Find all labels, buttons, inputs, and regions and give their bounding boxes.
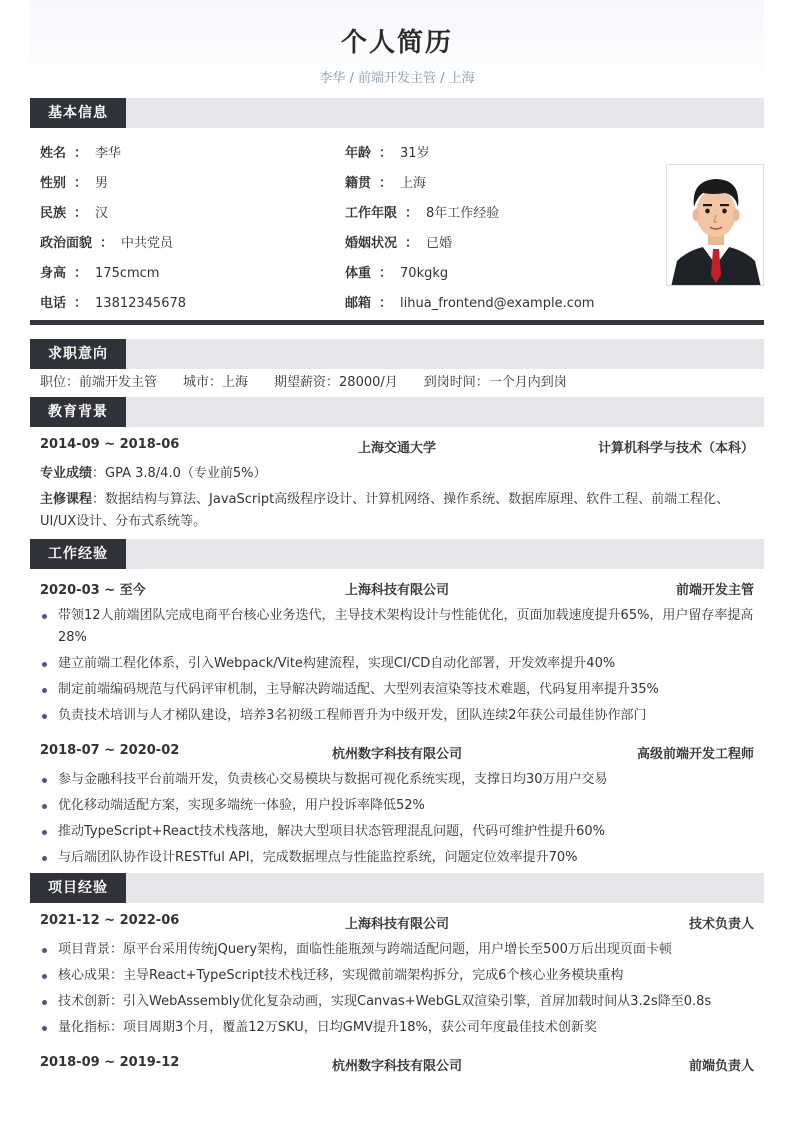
- list-item: [40, 705, 754, 727]
- project-company: 上海科技有限公司: [344, 917, 449, 932]
- bullet-text: 负责技术培训与人才梯队建设，培养3名初级工程师晋升为中级开发，团队连续2年获公司最佳协作部门: [58, 708, 647, 723]
- height-value: 175cmcm: [95, 266, 160, 281]
- education-period: 2014-09 ~ 2018-06: [40, 437, 180, 452]
- ethnic-label: 民族: [40, 206, 67, 221]
- list-item: [40, 821, 754, 843]
- score-value: ：GPA 3.8/4.0（专业前5%）: [92, 466, 267, 481]
- bullet-dot: [42, 830, 47, 835]
- list-item: [40, 769, 754, 791]
- education-school: 上海交通大学: [357, 441, 436, 456]
- courses-value: ：数据结构与算法、JavaScript高级程序设计、计算机网络、操作系统、数据库原理、软件工程、前端工程化、UI/UX设计、分布式系统等。: [40, 492, 730, 529]
- courses-label: 主修课程: [40, 492, 93, 507]
- years-field: [345, 202, 499, 221]
- bullet-dot: [42, 804, 47, 809]
- origin-value: 上海: [400, 176, 427, 191]
- name-label: 姓名: [40, 146, 67, 161]
- political-label: 政治面貌: [40, 236, 93, 251]
- colon: ：: [74, 176, 88, 191]
- age-field: [345, 142, 430, 161]
- section-title-work: 工作经验: [30, 539, 126, 569]
- project-head-1: [30, 913, 764, 935]
- list-item: [40, 605, 754, 649]
- bullet-text: 技术创新：引入WebAssembly优化复杂动画，实现Canvas+WebGL双渲染引擎，首屏加载时间从3.2s降至0.8s: [58, 994, 712, 1009]
- section-project: [30, 873, 764, 903]
- political-value: 中共党员: [121, 236, 174, 251]
- project-role: 前端负责人: [688, 1059, 754, 1074]
- colon: ：: [379, 176, 393, 191]
- weight-value: 70kgkg: [400, 266, 449, 281]
- name-value: 李华: [95, 146, 122, 161]
- colon: ：: [405, 236, 419, 251]
- project-role: 技术负责人: [688, 917, 754, 932]
- bullet-text: 参与金融科技平台前端开发，负责核心交易模块与数据可视化系统实现，支撑日均30万用户交易: [58, 772, 608, 787]
- basic-row-4: [40, 232, 654, 252]
- list-item: [40, 1017, 754, 1039]
- section-title-project: 项目经验: [30, 873, 126, 903]
- education-courses: [30, 489, 764, 533]
- intent-position: 职位：前端开发主管: [40, 375, 158, 390]
- work-bullets-1: [30, 605, 764, 727]
- colon: ：: [74, 146, 88, 161]
- bullet-dot: [42, 614, 47, 619]
- work-head-1: [30, 579, 764, 601]
- colon: ：: [74, 266, 88, 281]
- bullet-dot: [42, 1000, 47, 1005]
- basic-row-3: [40, 202, 654, 222]
- colon: ：: [379, 146, 393, 161]
- work-period: 2018-07 ~ 2020-02: [40, 743, 180, 758]
- basic-row-6: [40, 292, 654, 312]
- section-title-education: 教育背景: [30, 397, 126, 427]
- gender-field: [40, 172, 108, 191]
- intent-available: 到岗时间：一个月内到岗: [423, 375, 567, 390]
- gender-value: 男: [95, 176, 109, 191]
- work-role: 高级前端开发工程师: [636, 747, 754, 762]
- weight-field: [345, 262, 448, 281]
- list-item: [40, 795, 754, 817]
- bullet-text: 优化移动端适配方案，实现多端统一体验，用户投诉率降低52%: [58, 798, 425, 813]
- bullet-dot: [42, 1026, 47, 1031]
- basic-row-2: [40, 172, 654, 192]
- section-title-intent: 求职意向: [30, 339, 126, 369]
- section-basic-info: [30, 98, 764, 128]
- avatar-illustration: [667, 165, 764, 286]
- bullet-text: 项目背景：原平台采用传统jQuery架构，面临性能瓶颈与跨端适配问题，用户增长至500万后出现页面卡顿: [58, 942, 672, 957]
- bullet-dot: [42, 948, 47, 953]
- email-field: [345, 292, 594, 311]
- project-company: 杭州数字科技有限公司: [331, 1059, 462, 1074]
- origin-label: 籍贯: [345, 176, 372, 191]
- marital-field: [345, 232, 452, 251]
- work-role: 前端开发主管: [675, 583, 754, 598]
- marital-label: 婚姻状况: [345, 236, 398, 251]
- work-head-2: [30, 743, 764, 765]
- colon: ：: [379, 266, 393, 281]
- bullet-text: 与后端团队协作设计RESTful API，完成数据埋点与性能监控系统，问题定位效率提升70%: [58, 850, 578, 865]
- divider: [30, 320, 764, 325]
- ethnic-field: [40, 202, 108, 221]
- years-label: 工作年限: [345, 206, 398, 221]
- work-bullets-2: [30, 769, 764, 869]
- email-value: lihua_frontend@example.com: [400, 296, 595, 311]
- list-item: [40, 847, 754, 869]
- phone-label: 电话: [40, 296, 67, 311]
- colon: ：: [379, 296, 393, 311]
- age-value: 31岁: [400, 146, 430, 161]
- intent-city: 城市：上海: [183, 375, 249, 390]
- political-field: [40, 232, 173, 251]
- education-major: 计算机科学与技术（本科）: [597, 441, 754, 456]
- age-label: 年龄: [345, 146, 372, 161]
- bullet-text: 核心成果：主导React+TypeScript技术栈迁移，实现微前端架构拆分，完成6个核心业务模块重构: [58, 968, 624, 983]
- score-label: 专业成绩: [40, 466, 93, 481]
- colon: ：: [74, 206, 88, 221]
- avatar: [666, 164, 764, 286]
- origin-field: [345, 172, 426, 191]
- list-item: [40, 679, 754, 701]
- bullet-text: 制定前端编码规范与代码评审机制，主导解决跨端适配、大型列表渲染等技术难题，代码复用率提升35%: [58, 682, 659, 697]
- bullet-text: 建立前端工程化体系，引入Webpack/Vite构建流程，实现CI/CD自动化部署，开发效率提升40%: [58, 656, 616, 671]
- phone-field: [40, 292, 186, 311]
- bullet-dot: [42, 856, 47, 861]
- basic-row-5: [40, 262, 654, 282]
- colon: ：: [100, 236, 114, 251]
- colon: ：: [74, 296, 88, 311]
- bullet-dot: [42, 688, 47, 693]
- list-item: [40, 965, 754, 987]
- resume-header: [30, 0, 764, 92]
- list-item: [40, 939, 754, 961]
- project-head-2: [30, 1055, 764, 1077]
- list-item: [40, 653, 754, 675]
- email-label: 邮箱: [345, 296, 372, 311]
- project-period: 2021-12 ~ 2022-06: [40, 913, 180, 928]
- work-period: 2020-03 ~ 至今: [40, 583, 146, 598]
- years-value: 8年工作经验: [426, 206, 500, 221]
- bullet-text: 量化指标：项目周期3个月，覆盖12万SKU，日均GMV提升18%，获公司年度最佳技术创新奖: [58, 1020, 597, 1035]
- work-company: 上海科技有限公司: [344, 583, 449, 598]
- section-title-basic: 基本信息: [30, 98, 126, 128]
- name-field: [40, 142, 121, 161]
- intent-salary: 期望薪资：28000/月: [274, 375, 398, 390]
- bullet-text: 带领12人前端团队完成电商平台核心业务迭代，主导技术架构设计与性能优化，页面加载速度提升65%，用户留存率提高28%: [58, 608, 754, 645]
- basic-row-1: [40, 142, 654, 162]
- bullet-dot: [42, 714, 47, 719]
- basic-info-block: [30, 128, 764, 320]
- education-score: [30, 463, 764, 485]
- gender-label: 性别: [40, 176, 67, 191]
- colon: ：: [405, 206, 419, 221]
- height-label: 身高: [40, 266, 67, 281]
- bullet-text: 推动TypeScript+React技术栈落地，解决大型项目状态管理混乱问题，代码可维护性提升60%: [58, 824, 606, 839]
- height-field: [40, 262, 159, 281]
- section-education: [30, 397, 764, 427]
- ethnic-value: 汉: [95, 206, 109, 221]
- section-job-intent: [30, 339, 764, 369]
- bullet-dot: [42, 662, 47, 667]
- weight-label: 体重: [345, 266, 372, 281]
- job-intent-line: [30, 369, 764, 397]
- education-head: [30, 437, 764, 459]
- page-title: 个人简历: [340, 28, 453, 58]
- bullet-dot: [42, 778, 47, 783]
- work-company: 杭州数字科技有限公司: [331, 747, 462, 762]
- section-work: [30, 539, 764, 569]
- project-bullets-1: [30, 939, 764, 1039]
- marital-value: 已婚: [426, 236, 453, 251]
- project-period: 2018-09 ~ 2019-12: [40, 1055, 180, 1070]
- list-item: [40, 991, 754, 1013]
- page-subtitle: 李华 / 前端开发主管 / 上海: [319, 71, 475, 86]
- bullet-dot: [42, 974, 47, 979]
- phone-value: 13812345678: [95, 296, 187, 311]
